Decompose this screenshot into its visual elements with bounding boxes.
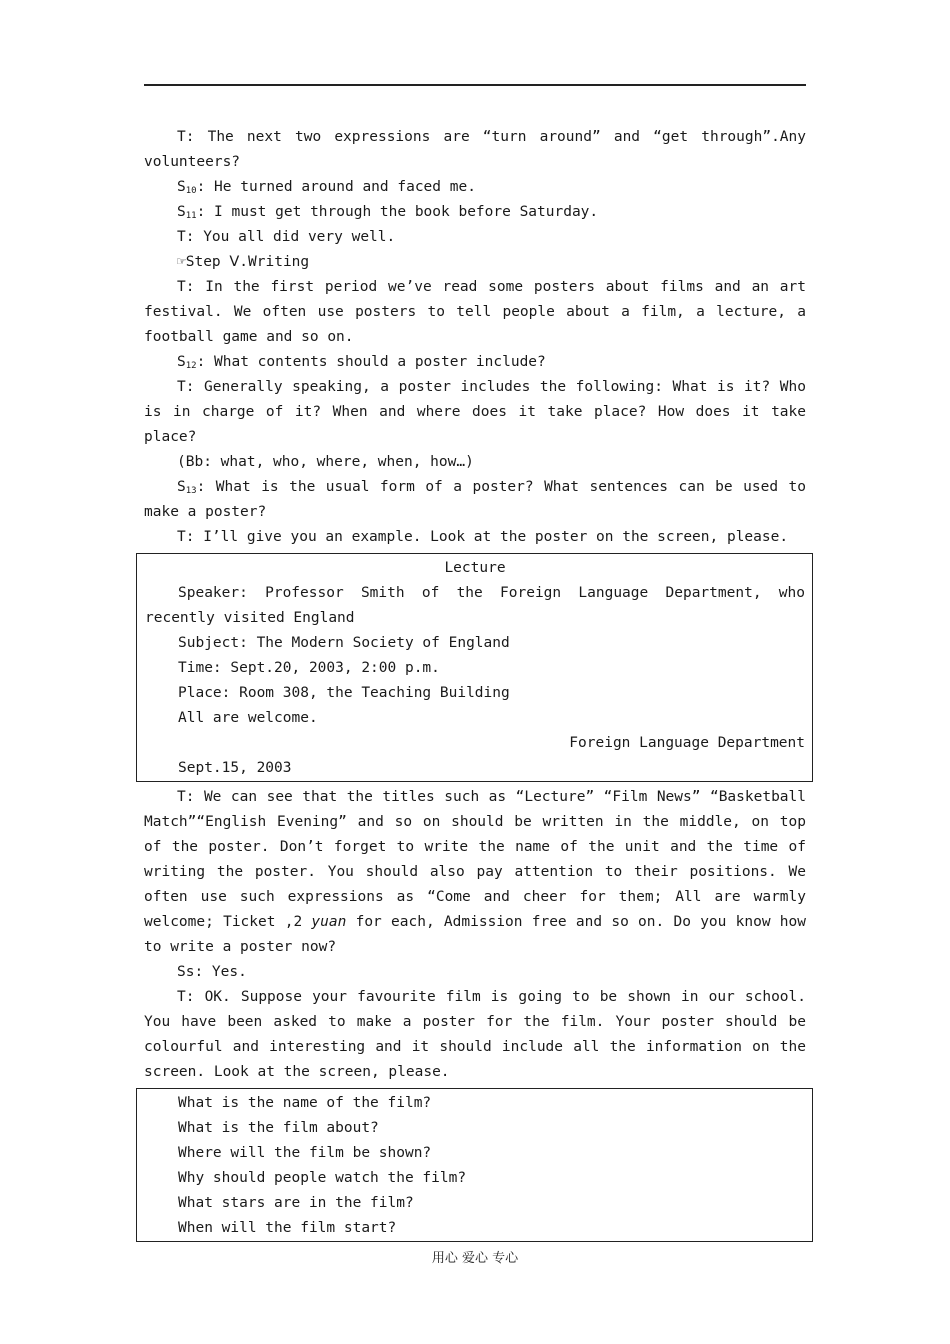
poster-example-box <box>136 553 813 782</box>
question-item: What stars are in the film? <box>178 1195 414 1211</box>
questions-box <box>136 1088 813 1242</box>
dialogue-line: T: In the first period we’ve read some posters about films and an art festival. We often use posters to tell people about a film, a lecture, a football game and so on. <box>144 279 806 345</box>
dialogue-line: $S_{11}$: I must get through the book before Saturday. <box>177 204 599 221</box>
dialogue-line: T: Generally speaking, a poster includes the following: What is it? Who is in charge of it? When and where does it take place? How does it take place? <box>144 379 806 445</box>
question-item: What is the film about? <box>178 1120 379 1136</box>
poster-date: Sept.15, 2003 <box>178 760 292 776</box>
poster-speaker: Speaker: Professor Smith of the Foreign Language Department, who recently visited England <box>145 585 805 626</box>
dialogue-line: Ss: Yes. <box>177 964 247 980</box>
dialogue-line: T: We can see that the titles such as “Lecture” “Film News” “Basketball Match”“English Evening” and so on should be written in the middle, on top of the poster. Don’t forget to write the name of the unit and the time of writing the poster. You should also pay attention to their positions. We often use such expressions as “Come and cheer for them; All are warmly welcome; Ticket ,2 yuan for each, Admission free and so on. Do you know how to write a poster now? <box>144 789 806 955</box>
poster-time: Time: Sept.20, 2003, 2:00 p.m. <box>178 660 440 676</box>
question-item: Why should people watch the film? <box>178 1170 467 1186</box>
dialogue-line: $S_{13}$: What is the usual form of a poster? What sentences can be used to make a poster? <box>144 479 806 520</box>
step-heading: ☞Step Ⅴ.Writing <box>177 254 310 270</box>
poster-organizer: Foreign Language Department <box>569 735 805 751</box>
dialogue-line: T: OK. Suppose your favourite film is going to be shown in our school. You have been asked to make a poster for the film. Your poster should be colourful and interesting and it should include all the information on the screen. Look at the screen, please. <box>144 989 806 1080</box>
blackboard-note: (Bb: what, who, where, when, how…) <box>177 454 474 470</box>
question-item: What is the name of the film? <box>178 1095 432 1111</box>
header-rule <box>144 84 806 86</box>
poster-place: Place: Room 308, the Teaching Building <box>178 685 510 701</box>
dialogue-line: T: You all did very well. <box>177 229 396 245</box>
dialogue-line: T: I’ll give you an example. Look at the poster on the screen, please. <box>177 529 789 545</box>
dialogue-line: T: The next two expressions are “turn around” and “get through”.Any volunteers? <box>144 129 806 170</box>
page-content <box>144 125 806 1245</box>
dialogue-line: $S_{12}$: What contents should a poster include? <box>177 354 546 371</box>
poster-subject: Subject: The Modern Society of England <box>178 635 510 651</box>
poster-title: Lecture <box>444 560 506 576</box>
page-footer: 用心 爱心 专心 <box>431 1251 519 1266</box>
poster-welcome: All are welcome. <box>178 710 318 726</box>
question-item: When will the film start? <box>178 1220 397 1236</box>
dialogue-line: $S_{10}$: He turned around and faced me. <box>177 179 476 196</box>
question-item: Where will the film be shown? <box>178 1145 432 1161</box>
pointing-hand-icon: ☞ <box>177 254 186 270</box>
